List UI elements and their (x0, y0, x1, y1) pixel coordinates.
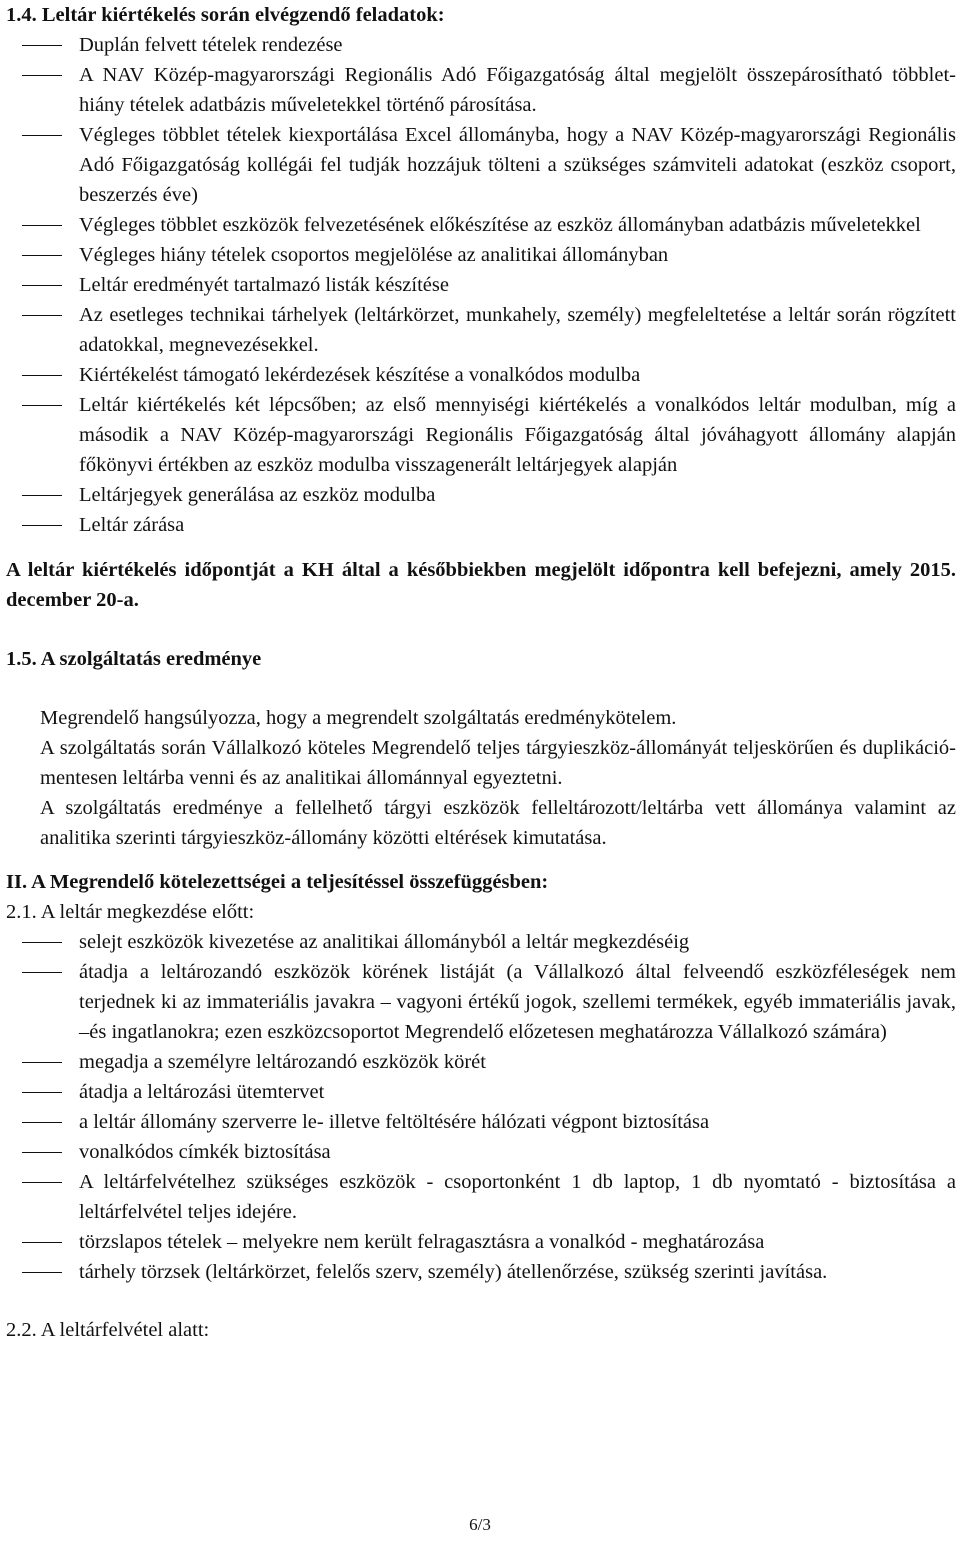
subsection-2-1-heading: 2.1. A leltár megkezdése előtt: (6, 901, 255, 923)
dash-bullet-icon (22, 405, 62, 406)
list-item: Leltár kiértékelés két lépcsőben; az első mennyiségi kiértékelés a vonalkódos leltár modulban, míg a második a NAV Közép-magyarországi Regionális Főigazgatóság által jóváhagyott állomány alapján főkönyvi értékben az eszköz modulba visszagenerált leltárjegyek alapján (6, 390, 956, 480)
dash-bullet-icon (22, 135, 62, 136)
section-1-4-task-list (6, 30, 956, 540)
document-page (6, 0, 956, 1345)
list-item: átadja a leltározandó eszközök körének listáját (a Vállalkozó által felveendő eszközféleségek nem terjednek ki az immateriális javakra – vagyoni értékű jogok, szellemi termékek, egyéb immateriális javak, –és ingatlanokra; ezen eszközcsoportot Megrendelő előzetesen meghatározza Vállalkozó számára) (6, 957, 956, 1047)
list-item: Kiértékelést támogató lekérdezések készítése a vonalkódos modulba (6, 360, 956, 390)
subsection-2-2-heading: 2.2. A leltárfelvétel alatt: (6, 1319, 210, 1341)
result-paragraph: Megrendelő hangsúlyozza, hogy a megrendelt szolgáltatás eredménykötelem. (40, 707, 677, 729)
page-number: 6/3 (469, 1515, 491, 1534)
dash-bullet-icon (22, 495, 62, 496)
section-II-heading: II. A Megrendelő kötelezettségei a teljesítéssel összefüggésben: (6, 871, 549, 893)
deadline-statement: A leltár kiértékelés időpontját a KH által a későbbiekben megjelölt időpontra kell befejezni, amely 2015. december 20-a. (6, 559, 956, 611)
dash-bullet-icon (22, 315, 62, 316)
list-item: Végleges többlet eszközök felvezetésének előkészítése az eszköz állományban adatbázis műveletekkel (6, 210, 956, 240)
list-item: tárhely törzsek (leltárkörzet, felelős szerv, személy) átellenőrzése, szükség szerinti javítása. (6, 1257, 956, 1287)
dash-bullet-icon (22, 375, 62, 376)
dash-bullet-icon (22, 1242, 62, 1243)
dash-bullet-icon (22, 255, 62, 256)
dash-bullet-icon (22, 1062, 62, 1063)
list-item: selejt eszközök kivezetése az analitikai állományból a leltár megkezdéséig (6, 927, 956, 957)
dash-bullet-icon (22, 1122, 62, 1123)
dash-bullet-icon (22, 285, 62, 286)
dash-bullet-icon (22, 225, 62, 226)
list-item: törzslapos tételek – melyekre nem került felragasztásra a vonalkód - meghatározása (6, 1227, 956, 1257)
list-item: a leltár állomány szerverre le- illetve feltöltésére hálózati végpont biztosítása (6, 1107, 956, 1137)
dash-bullet-icon (22, 75, 62, 76)
list-item: Végleges hiány tételek csoportos megjelölése az analitikai állományban (6, 240, 956, 270)
dash-bullet-icon (22, 45, 62, 46)
list-item: Végleges többlet tételek kiexportálása Excel állományba, hogy a NAV Közép-magyarországi Regionális Adó Főigazgatóság kollégái fel tudják hozzájuk tölteni a szükséges számviteli adatokat (eszköz csoport, beszerzés éve) (6, 120, 956, 210)
list-item: A NAV Közép-magyarországi Regionális Adó Főigazgatóság által megjelölt összepárosítható többlet-hiány tételek adatbázis műveletekkel történő párosítása. (6, 60, 956, 120)
section-1-5-heading: 1.5. A szolgáltatás eredménye (6, 648, 262, 670)
dash-bullet-icon (22, 942, 62, 943)
list-item: vonalkódos címkék biztosítása (6, 1137, 956, 1167)
list-item: Az esetleges technikai tárhelyek (leltárkörzet, munkahely, személy) megfeleltetése a leltár során rögzített adatokkal, megnevezésekkel. (6, 300, 956, 360)
subsection-2-1-list (6, 927, 956, 1287)
result-paragraph: A szolgáltatás eredménye a fellelhető tárgyi eszközök felleltározott/leltárba vett állománya valamint az analitika szerinti tárgyieszköz-állomány közötti eltérések kimutatása. (40, 797, 956, 849)
list-item: A leltárfelvételhez szükséges eszközök - csoportonként 1 db laptop, 1 db nyomtató - biztosítása a leltárfelvétel teljes idejére. (6, 1167, 956, 1227)
result-paragraph: A szolgáltatás során Vállalkozó köteles Megrendelő teljes tárgyieszköz-állományát teljeskörűen és duplikáció-mentesen leltárba venni és az analitikai állománnyal egyeztetni. (40, 737, 956, 789)
dash-bullet-icon (22, 1182, 62, 1183)
list-item: Leltár eredményét tartalmazó listák készítése (6, 270, 956, 300)
list-item: Leltárjegyek generálása az eszköz modulba (6, 480, 956, 510)
dash-bullet-icon (22, 1152, 62, 1153)
dash-bullet-icon (22, 525, 62, 526)
list-item: Duplán felvett tételek rendezése (6, 30, 956, 60)
section-1-5-body (6, 703, 956, 853)
list-item: Leltár zárása (6, 510, 956, 540)
list-item: megadja a személyre leltározandó eszközök körét (6, 1047, 956, 1077)
dash-bullet-icon (22, 972, 62, 973)
dash-bullet-icon (22, 1092, 62, 1093)
dash-bullet-icon (22, 1272, 62, 1273)
section-1-4-heading: 1.4. Leltár kiértékelés során elvégzendő feladatok: (6, 4, 445, 26)
list-item: átadja a leltározási ütemtervet (6, 1077, 956, 1107)
